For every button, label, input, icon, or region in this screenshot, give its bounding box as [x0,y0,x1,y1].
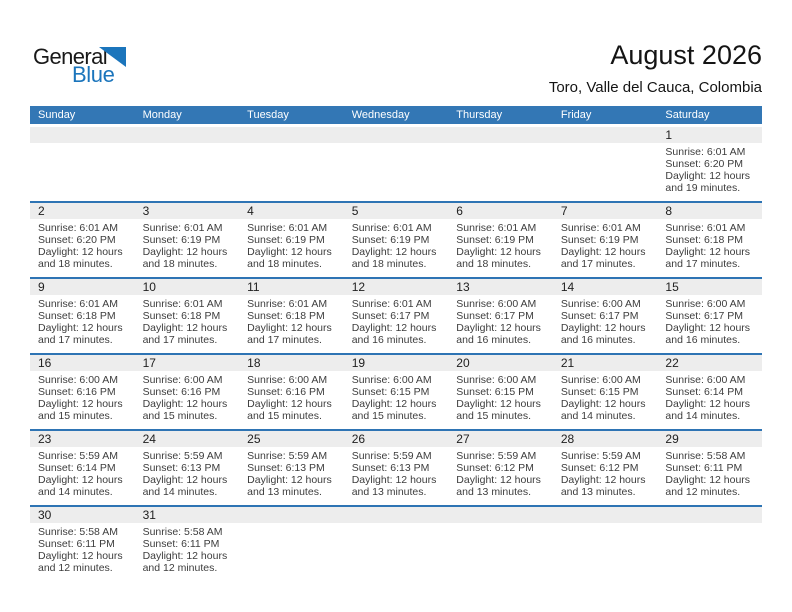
day-detail-line: Sunset: 6:19 PM [560,234,639,246]
day-detail-line: Sunset: 6:16 PM [247,386,325,398]
day-detail-line: Sunrise: 6:01 AM [247,298,328,310]
calendar-day-empty [657,507,762,581]
day-details [448,295,553,353]
day-detail-line: Daylight: 12 hours [142,322,228,334]
day-detail-line: and 13 minutes. [560,486,636,498]
calendar-day-21 [553,355,658,429]
day-detail-line: Daylight: 12 hours [142,398,228,410]
day-details [239,371,344,429]
day-detail-line: and 15 minutes. [247,410,322,422]
day-number: 2 [30,203,135,219]
calendar-day-empty [344,507,449,581]
day-number: 10 [135,279,240,295]
day-details [553,143,658,201]
day-number: 23 [30,431,135,447]
calendar-weeks [30,127,762,581]
calendar-day-24 [135,431,240,505]
day-detail-line: Sunset: 6:18 PM [247,310,325,322]
day-detail-line: Sunset: 6:13 PM [351,462,430,474]
calendar-day-2 [30,203,135,277]
calendar-day-16 [30,355,135,429]
day-detail-line: Sunrise: 5:59 AM [38,450,118,462]
day-detail-line: and 13 minutes. [247,486,322,498]
calendar-day-10 [135,279,240,353]
day-details [30,523,135,581]
title-block [549,40,762,96]
day-number: 17 [135,355,240,371]
day-details [239,447,344,505]
calendar-day-4 [239,203,344,277]
day-number: 31 [135,507,240,523]
day-detail-line: Daylight: 12 hours [665,322,751,334]
day-number [239,507,344,523]
day-detail-line: Daylight: 12 hours [560,474,646,486]
day-details [239,143,344,201]
day-detail-line: and 17 minutes. [665,258,741,270]
calendar-day-17 [135,355,240,429]
calendar-day-empty [553,127,658,201]
day-details [30,371,135,429]
calendar-day-empty [344,127,449,201]
day-number [30,127,135,143]
day-detail-line: and 17 minutes. [247,334,322,346]
day-detail-line: Sunset: 6:18 PM [665,234,744,246]
day-detail-line: and 18 minutes. [38,258,113,270]
day-number: 5 [344,203,449,219]
day-detail-line: Sunset: 6:15 PM [560,386,639,398]
day-details [239,219,344,277]
day-detail-line: Daylight: 12 hours [456,398,541,410]
day-detail-line: and 18 minutes. [456,258,531,270]
day-number: 18 [239,355,344,371]
weekday-header-thursday: Thursday [456,109,503,121]
day-details [239,295,344,353]
day-detail-line: Sunset: 6:16 PM [142,386,221,398]
day-details [30,295,135,353]
calendar-day-empty [553,507,658,581]
weekday-header-monday: Monday [142,109,182,121]
general-blue-logo [33,44,143,92]
day-detail-line: and 13 minutes. [456,486,531,498]
day-number: 7 [553,203,658,219]
day-details [448,447,553,505]
day-detail-line: Daylight: 12 hours [38,322,123,334]
day-detail-line: Daylight: 12 hours [560,398,646,410]
day-detail-line: Daylight: 12 hours [247,474,332,486]
day-detail-line: and 18 minutes. [351,258,427,270]
calendar-week-row [30,127,762,201]
calendar-day-23 [30,431,135,505]
day-number: 29 [657,431,762,447]
day-detail-line: and 19 minutes. [665,182,741,194]
day-detail-line: and 14 minutes. [38,486,113,498]
day-details [553,447,658,505]
day-details [30,143,135,201]
day-number: 16 [30,355,135,371]
logo-text-blue: Blue [72,62,115,87]
calendar-day-empty [239,507,344,581]
day-details [344,143,449,201]
day-detail-line: Sunrise: 6:01 AM [38,222,118,234]
day-number [553,507,658,523]
day-detail-line: and 17 minutes. [38,334,113,346]
day-number: 25 [239,431,344,447]
day-details [448,219,553,277]
calendar-day-9 [30,279,135,353]
calendar-day-19 [344,355,449,429]
day-detail-line: Daylight: 12 hours [560,246,646,258]
day-detail-line: Daylight: 12 hours [665,398,751,410]
day-detail-line: and 17 minutes. [560,258,636,270]
calendar-day-empty [30,127,135,201]
calendar-day-7 [553,203,658,277]
day-details [657,295,762,353]
day-detail-line: Sunrise: 6:01 AM [351,298,432,310]
day-detail-line: Sunrise: 6:00 AM [456,374,537,386]
day-details [135,447,240,505]
day-detail-line: and 16 minutes. [560,334,636,346]
day-details [553,371,658,429]
day-detail-line: Daylight: 12 hours [38,398,123,410]
day-number: 19 [344,355,449,371]
day-detail-line: Sunset: 6:17 PM [560,310,639,322]
day-detail-line: Sunset: 6:17 PM [665,310,744,322]
day-detail-line: and 16 minutes. [456,334,531,346]
day-number [448,127,553,143]
day-detail-line: Sunrise: 5:58 AM [142,526,223,538]
day-detail-line: Sunrise: 5:59 AM [560,450,641,462]
day-details [657,219,762,277]
weekday-header-tuesday: Tuesday [247,109,289,121]
day-detail-line: Sunset: 6:20 PM [665,158,744,170]
day-detail-line: Daylight: 12 hours [665,474,751,486]
day-detail-line: and 13 minutes. [351,486,427,498]
day-detail-line: Sunrise: 6:01 AM [142,222,223,234]
day-detail-line: Sunset: 6:16 PM [38,386,116,398]
day-detail-line: Sunrise: 6:01 AM [665,146,746,158]
calendar-week-row [30,505,762,581]
day-number [657,507,762,523]
day-details [344,371,449,429]
day-details [344,447,449,505]
day-detail-line: and 14 minutes. [665,410,741,422]
day-detail-line: Sunrise: 6:00 AM [456,298,537,310]
location-subtitle: Toro, Valle del Cauca, Colombia [548,79,762,96]
calendar-day-15 [657,279,762,353]
day-detail-line: and 15 minutes. [142,410,218,422]
day-number: 14 [553,279,658,295]
day-detail-line: Daylight: 12 hours [142,474,228,486]
day-number [344,507,449,523]
calendar-week-row [30,353,762,429]
day-number: 20 [448,355,553,371]
day-detail-line: Sunset: 6:19 PM [142,234,221,246]
day-details [553,523,658,581]
weekday-header-sunday: Sunday [38,109,76,121]
day-detail-line: Daylight: 12 hours [665,170,751,182]
day-detail-line: Sunrise: 6:00 AM [38,374,118,386]
day-detail-line: Daylight: 12 hours [351,322,437,334]
day-detail-line: Daylight: 12 hours [351,398,437,410]
day-number: 15 [657,279,762,295]
day-number: 13 [448,279,553,295]
day-number: 30 [30,507,135,523]
day-detail-line: and 18 minutes. [142,258,218,270]
day-details [344,523,449,581]
weekday-header-row [30,106,762,124]
day-detail-line: Sunrise: 6:01 AM [456,222,537,234]
day-detail-line: Sunset: 6:14 PM [665,386,744,398]
day-detail-line: Sunset: 6:13 PM [247,462,325,474]
day-detail-line: Sunrise: 6:01 AM [142,298,223,310]
day-details [135,371,240,429]
day-detail-line: and 18 minutes. [247,258,322,270]
calendar-day-empty [448,127,553,201]
day-detail-line: Sunset: 6:15 PM [351,386,430,398]
day-detail-line: Sunset: 6:19 PM [456,234,534,246]
day-details [553,295,658,353]
day-detail-line: Sunrise: 6:01 AM [351,222,432,234]
day-detail-line: Daylight: 12 hours [456,474,541,486]
day-detail-line: and 16 minutes. [351,334,427,346]
day-detail-line: Sunrise: 6:00 AM [665,298,746,310]
day-details [448,523,553,581]
calendar-day-29 [657,431,762,505]
calendar-day-27 [448,431,553,505]
calendar-day-12 [344,279,449,353]
day-detail-line: Sunrise: 6:01 AM [665,222,746,234]
day-details [135,295,240,353]
day-detail-line: Daylight: 12 hours [38,246,123,258]
day-detail-line: Daylight: 12 hours [351,474,437,486]
calendar-day-11 [239,279,344,353]
day-detail-line: Daylight: 12 hours [456,246,541,258]
day-details [135,523,240,581]
day-detail-line: and 16 minutes. [665,334,741,346]
day-detail-line: Sunset: 6:18 PM [142,310,221,322]
calendar [30,106,762,581]
calendar-week-row [30,429,762,505]
day-detail-line: Sunset: 6:12 PM [560,462,639,474]
calendar-day-1 [657,127,762,201]
calendar-day-28 [553,431,658,505]
day-detail-line: Daylight: 12 hours [560,322,646,334]
day-detail-line: Sunset: 6:11 PM [38,538,115,550]
day-detail-line: Sunrise: 6:00 AM [560,298,641,310]
day-detail-line: Sunrise: 5:58 AM [665,450,746,462]
day-number [135,127,240,143]
day-detail-line: Sunset: 6:14 PM [38,462,116,474]
day-details [448,143,553,201]
day-details [448,371,553,429]
calendar-week-row [30,201,762,277]
day-detail-line: Sunset: 6:18 PM [38,310,116,322]
day-detail-line: Sunset: 6:17 PM [351,310,430,322]
day-details [657,143,762,201]
day-number: 3 [135,203,240,219]
day-detail-line: Sunset: 6:20 PM [38,234,116,246]
day-detail-line: and 12 minutes. [142,562,218,574]
day-number [553,127,658,143]
day-number: 8 [657,203,762,219]
day-detail-line: Sunrise: 5:59 AM [456,450,537,462]
day-detail-line: Sunrise: 6:01 AM [38,298,118,310]
calendar-week-row [30,277,762,353]
day-detail-line: and 14 minutes. [142,486,218,498]
day-detail-line: Sunrise: 6:01 AM [247,222,328,234]
calendar-day-3 [135,203,240,277]
day-detail-line: Daylight: 12 hours [38,550,123,562]
day-number [239,127,344,143]
calendar-day-5 [344,203,449,277]
day-detail-line: Daylight: 12 hours [247,398,332,410]
calendar-day-6 [448,203,553,277]
day-detail-line: and 17 minutes. [142,334,218,346]
day-detail-line: Sunrise: 6:00 AM [247,374,328,386]
day-detail-line: Sunrise: 6:00 AM [665,374,746,386]
day-details [657,447,762,505]
day-detail-line: Daylight: 12 hours [247,246,332,258]
day-details [239,523,344,581]
calendar-day-13 [448,279,553,353]
day-details [344,295,449,353]
day-detail-line: Daylight: 12 hours [351,246,437,258]
day-details [657,523,762,581]
day-number: 27 [448,431,553,447]
calendar-day-20 [448,355,553,429]
day-details [657,371,762,429]
day-detail-line: Sunrise: 6:01 AM [560,222,641,234]
day-number: 22 [657,355,762,371]
calendar-day-empty [135,127,240,201]
calendar-day-22 [657,355,762,429]
day-detail-line: and 12 minutes. [665,486,741,498]
day-detail-line: Sunset: 6:19 PM [247,234,325,246]
logo-text-general: General [33,44,108,69]
calendar-day-31 [135,507,240,581]
day-detail-line: Sunset: 6:15 PM [456,386,534,398]
day-number: 9 [30,279,135,295]
day-detail-line: Daylight: 12 hours [456,322,541,334]
day-detail-line: Daylight: 12 hours [665,246,751,258]
day-detail-line: and 14 minutes. [560,410,636,422]
weekday-header-friday: Friday [560,109,592,121]
day-details [344,219,449,277]
day-number: 11 [239,279,344,295]
calendar-day-18 [239,355,344,429]
day-detail-line: Daylight: 12 hours [142,550,228,562]
day-detail-line: Sunset: 6:19 PM [351,234,430,246]
day-detail-line: Sunrise: 5:59 AM [351,450,432,462]
day-number: 21 [553,355,658,371]
weekday-header-saturday: Saturday [665,109,710,121]
day-details [135,143,240,201]
calendar-day-14 [553,279,658,353]
day-number: 28 [553,431,658,447]
day-details [135,219,240,277]
day-detail-line: Sunrise: 5:59 AM [247,450,328,462]
weekday-header-wednesday: Wednesday [351,109,410,121]
day-detail-line: Daylight: 12 hours [247,322,332,334]
day-detail-line: Sunrise: 6:00 AM [351,374,432,386]
calendar-day-empty [239,127,344,201]
day-detail-line: and 15 minutes. [456,410,531,422]
calendar-day-25 [239,431,344,505]
day-details [553,219,658,277]
day-number: 12 [344,279,449,295]
day-detail-line: Sunrise: 6:00 AM [560,374,641,386]
day-number [344,127,449,143]
page-title: August 2026 [610,40,762,70]
day-detail-line: Sunset: 6:11 PM [142,538,220,550]
calendar-day-30 [30,507,135,581]
day-detail-line: Sunset: 6:12 PM [456,462,534,474]
day-number: 1 [657,127,762,143]
day-number: 24 [135,431,240,447]
day-number: 26 [344,431,449,447]
day-detail-line: Sunrise: 5:58 AM [38,526,118,538]
day-number: 6 [448,203,553,219]
calendar-day-26 [344,431,449,505]
day-detail-line: Daylight: 12 hours [142,246,228,258]
day-detail-line: Sunset: 6:11 PM [665,462,743,474]
day-details [30,447,135,505]
day-detail-line: Sunrise: 6:00 AM [142,374,223,386]
day-details [30,219,135,277]
calendar-day-8 [657,203,762,277]
day-detail-line: and 12 minutes. [38,562,113,574]
day-number [448,507,553,523]
day-detail-line: Sunrise: 5:59 AM [142,450,223,462]
calendar-day-empty [448,507,553,581]
day-detail-line: Sunset: 6:13 PM [142,462,221,474]
day-detail-line: Daylight: 12 hours [38,474,123,486]
day-detail-line: Sunset: 6:17 PM [456,310,534,322]
day-number: 4 [239,203,344,219]
day-detail-line: and 15 minutes. [351,410,427,422]
day-detail-line: and 15 minutes. [38,410,113,422]
